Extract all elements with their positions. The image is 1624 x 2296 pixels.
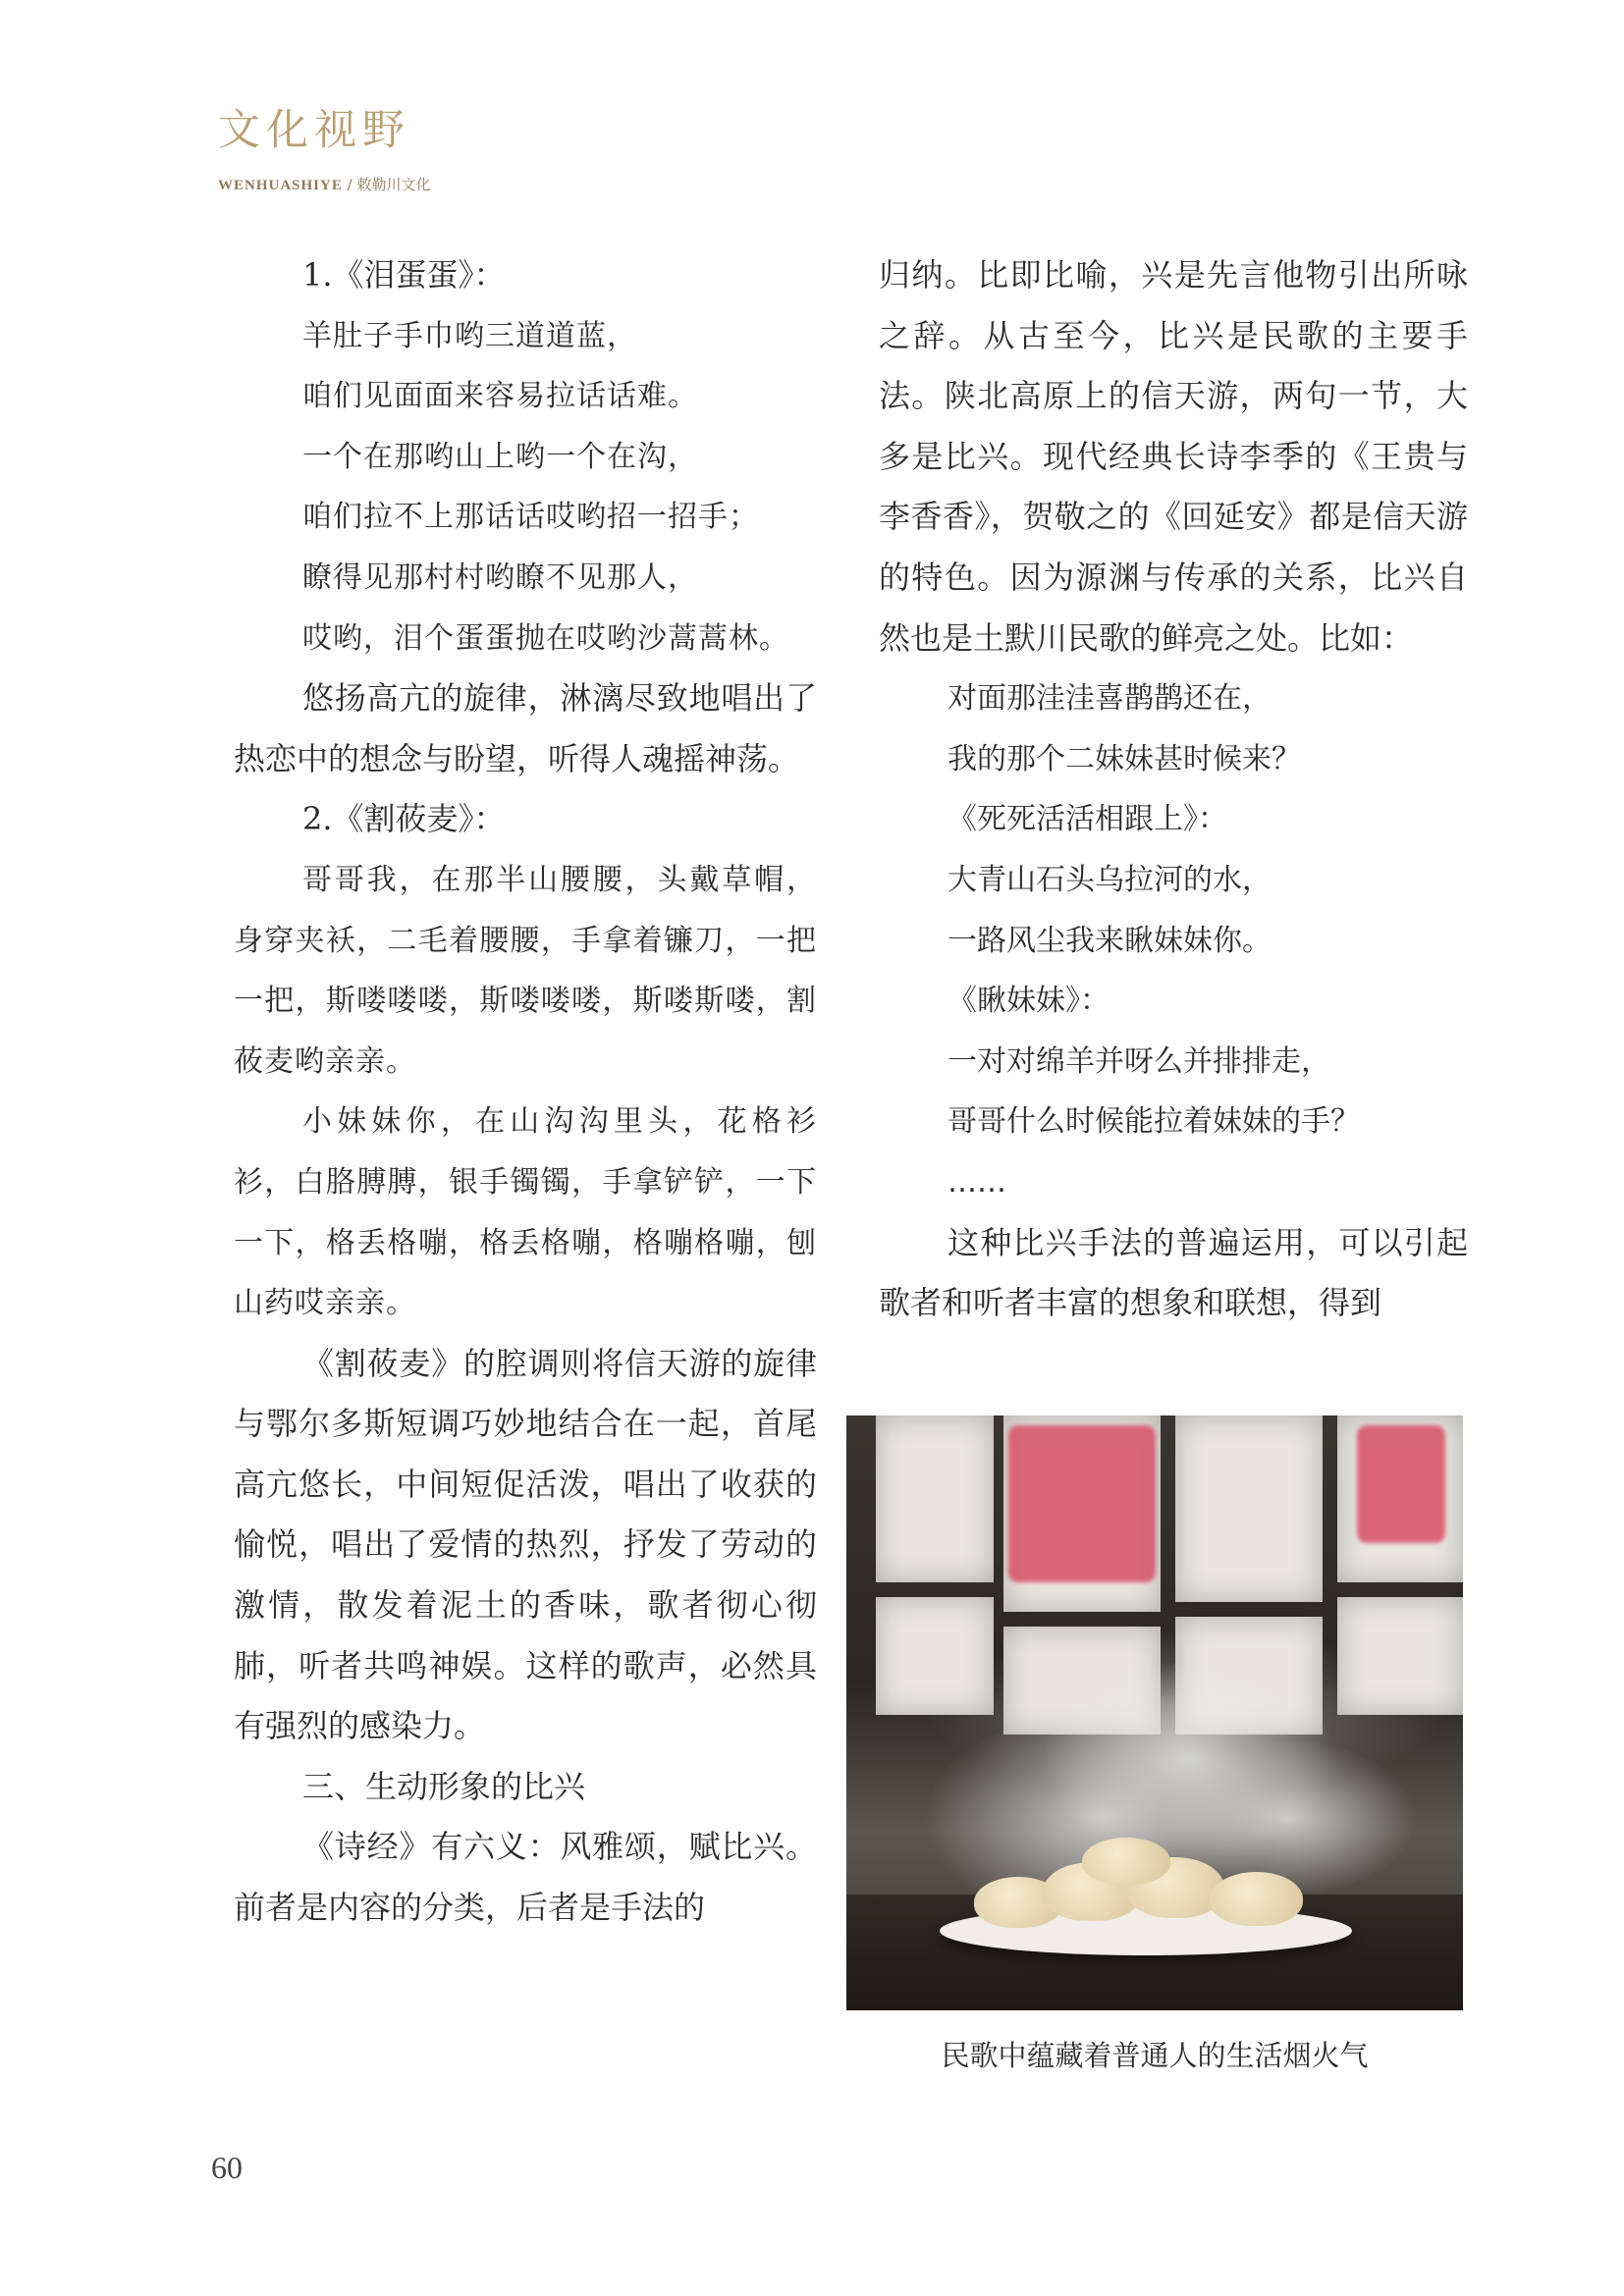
- paper-cut-decoration: [1357, 1425, 1445, 1543]
- lyric-line: 哥哥什么时候能拉着妹妹的手？: [947, 1104, 1360, 1140]
- paper-cut-decoration: [1008, 1425, 1156, 1582]
- song-title-chou-meimei: 《瞅妹妹》：: [947, 984, 1110, 1019]
- lyric-line: 一个在那哟山上哟一个在沟，: [302, 439, 698, 474]
- body-paragraph: 《诗经》有六义：风雅颂，赋比兴。前者是内容的分类，后者是手法的: [234, 1828, 817, 1927]
- dumpling: [1082, 1838, 1170, 1885]
- window-pane: [876, 1597, 994, 1715]
- lyric-line: 羊肚子手巾哟三道道蓝，: [302, 318, 637, 353]
- lyric-line: 瞭得见那村村哟瞭不见那人，: [302, 560, 698, 595]
- ellipsis: ……: [947, 1164, 1006, 1200]
- lyric-line: 咱们拉不上那话话哎哟招一招手；: [302, 500, 759, 535]
- subtitle-separator: /: [347, 176, 352, 193]
- column-title: 文化视野: [218, 106, 410, 155]
- photo-caption: 民歌中蕴藏着普通人的生活烟火气: [941, 2039, 1369, 2072]
- lyric-line: 咱们见面面来容易拉话话难。: [302, 379, 698, 414]
- lyric-line: 我的那个二妹妹甚时候来？: [947, 741, 1301, 776]
- window-pane: [876, 1415, 994, 1582]
- lyric-line: 一对对绵羊并呀么并排排走，: [947, 1043, 1330, 1079]
- dumpling: [1210, 1872, 1303, 1926]
- body-paragraph: 悠扬高亢的旋律，淋漓尽致地唱出了热恋中的想念与盼望，听得人魂摇神荡。: [234, 679, 817, 777]
- column-section-name: 敕勒川文化: [356, 176, 431, 193]
- body-paragraph: 《割莜麦》的腔调则将信天游的旋律与鄂尔多斯短调巧妙地结合在一起，首尾高亢悠长，中间短促活泼，唱出了收获的愉悦，唱出了爱情的热烈，抒发了劳动的激情，散发着泥土的香味，歌者彻心彻肺，听者共鸣神娱。这样的歌声，必然具有强烈的感染力。: [234, 1344, 817, 1745]
- window-pane: [1175, 1415, 1323, 1602]
- magazine-header: [218, 106, 431, 194]
- column-subtitle: [218, 174, 431, 194]
- lyric-line: 对面那洼洼喜鹊鹊还在，: [947, 681, 1272, 717]
- body-paragraph: 归纳。比即比喻，兴是先言他物引出所咏之辞。从古至今，比兴是民歌的主要手法。陕北高原上的信天游，两句一节，大多是比兴。现代经典长诗李季的《王贵与李香香》，贺敬之的《回延安》都是信天游的特色。因为源渊与传承的关系，比兴自然也是土默川民歌的鲜亮之处。比如：: [879, 256, 1468, 657]
- left-column: [234, 245, 817, 1939]
- column-title-latin: WENHUASHIYE: [218, 178, 343, 193]
- lyric-line: 哎哟，泪个蛋蛋抛在哎哟沙蒿蒿林。: [302, 620, 789, 656]
- page-number: 60: [211, 2150, 243, 2185]
- lyric-line: 一路风尘我来瞅妹妹你。: [947, 923, 1272, 958]
- lyric-paragraph: 哥哥我，在那半山腰腰，头戴草帽，身穿夹袄，二毛着腰腰，手拿着镰刀，一把一把，斯喽喽喽，斯喽喽喽，斯喽斯喽，割莜麦哟亲亲。: [234, 862, 817, 1079]
- steaming-dumplings-photo: [846, 1415, 1463, 2010]
- lyric-paragraph: 小妹妹你，在山沟沟里头，花格衫衫，白胳膊膊，银手镯镯，手拿铲铲，一下一下，格丢格嘣，格丢格嘣，格嘣格嘣，刨山药哎亲亲。: [234, 1104, 817, 1321]
- song-title-ge-youmai: 2.《割莜麦》：: [302, 800, 506, 838]
- lyric-line: 大青山石头乌拉河的水，: [947, 862, 1272, 897]
- song-title-lei-dandan: 1.《泪蛋蛋》：: [302, 256, 506, 294]
- section-heading: 三、生动形象的比兴: [302, 1767, 586, 1805]
- body-paragraph: 这种比兴手法的普遍运用，可以引起歌者和听者丰富的想象和联想，得到: [879, 1223, 1468, 1322]
- right-column: [879, 245, 1468, 1334]
- song-title-sisi-huohuo: 《死死活活相跟上》：: [947, 802, 1227, 837]
- window-pane: [1337, 1597, 1463, 1715]
